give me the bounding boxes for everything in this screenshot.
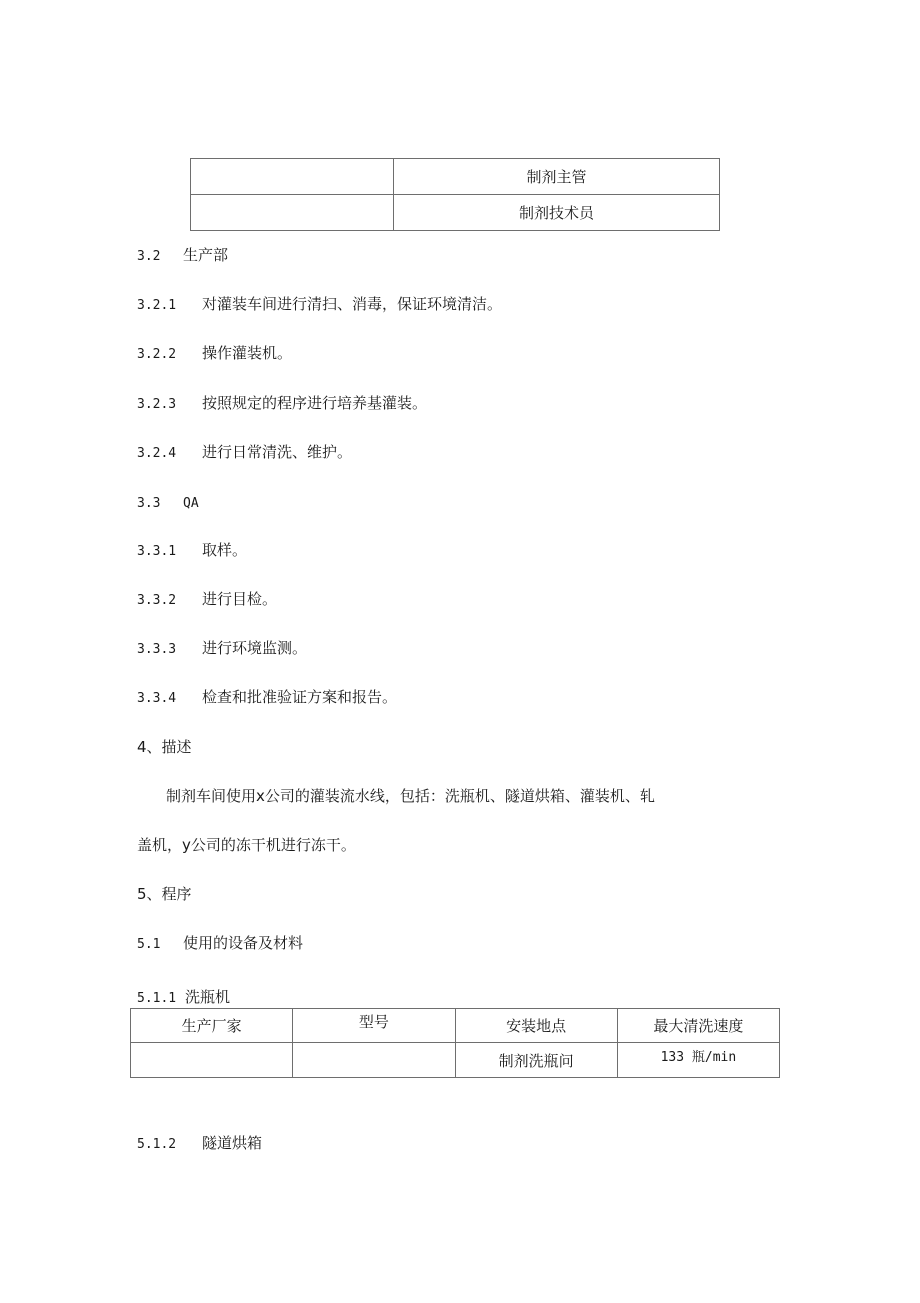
- section-text: 进行环境监测。: [202, 639, 308, 657]
- table-row: [191, 159, 720, 195]
- table-cell: [191, 159, 394, 195]
- section-3-2-1: [137, 294, 502, 316]
- table-cell: [131, 1043, 293, 1078]
- section-3-2-3: [137, 393, 427, 415]
- section-text: 按照规定的程序进行培养基灌装。: [202, 394, 428, 412]
- section-3-3-4: [137, 687, 397, 709]
- table-header-cell: 安装地点: [455, 1009, 617, 1043]
- section-text: 进行目检。: [202, 590, 278, 608]
- section-5-heading: 5、程序: [137, 885, 192, 903]
- section-5-1: [137, 933, 303, 955]
- section-number: 3.3.2: [137, 593, 177, 608]
- section-number: 3.2.1: [137, 298, 177, 313]
- section-number: 5.1: [137, 937, 161, 952]
- section-3-3-3: [137, 638, 307, 660]
- description-paragraph-line-2: 盖机，y公司的冻干机进行冻干。: [137, 836, 356, 854]
- section-5-1-2: [137, 1133, 262, 1155]
- section-text: 检查和批准验证方案和报告。: [202, 688, 398, 706]
- table-row: [131, 1043, 780, 1078]
- section-number: 3.2.2: [137, 347, 177, 362]
- table-row: [191, 195, 720, 231]
- section-title: 生产部: [183, 246, 229, 264]
- section-text: 对灌装车间进行清扫、消毒，保证环境清洁。: [202, 295, 503, 313]
- section-3-2-4: [137, 442, 352, 464]
- section-text: 取样。: [202, 541, 248, 559]
- roles-table: [190, 158, 720, 231]
- table-header-cell: 型号: [293, 1009, 455, 1043]
- table-header-cell: 生产厂家: [131, 1009, 293, 1043]
- section-4-heading: 4、描述: [137, 738, 192, 756]
- section-number: 3.2.4: [137, 446, 177, 461]
- section-number: 3.2.3: [137, 397, 177, 412]
- section-number: 3.3: [137, 496, 161, 511]
- table-cell: [191, 195, 394, 231]
- table-cell: 制剂洗瓶问: [455, 1043, 617, 1078]
- section-number: 3.2: [137, 249, 161, 264]
- section-title: 隧道烘箱: [202, 1134, 263, 1152]
- section-title: 洗瓶机: [185, 988, 231, 1006]
- section-text: 进行日常清洗、维护。: [202, 443, 353, 461]
- section-number: 3.3.1: [137, 544, 177, 559]
- table-header-row: [131, 1009, 780, 1043]
- section-5-1-1: [137, 987, 230, 1009]
- section-number: 3.3.3: [137, 642, 177, 657]
- section-3-2: [137, 245, 228, 267]
- section-number: 5.1.2: [137, 1137, 177, 1152]
- section-3-2-2: [137, 343, 292, 365]
- section-text: 操作灌装机。: [202, 344, 293, 362]
- section-3-3-1: [137, 540, 247, 562]
- table-cell: [293, 1043, 455, 1078]
- bottle-washer-table: [130, 1008, 780, 1078]
- table-cell: 133 瓶/min: [617, 1043, 779, 1078]
- table-cell: 制剂主管: [394, 159, 720, 195]
- section-3-3-2: [137, 589, 277, 611]
- description-paragraph-line-1: 制剂车间使用x公司的灌装流水线，包括：洗瓶机、隧道烘箱、灌装机、轧: [166, 787, 655, 805]
- table-header-cell: 最大清洗速度: [617, 1009, 779, 1043]
- table-cell: 制剂技术员: [394, 195, 720, 231]
- section-number: 3.3.4: [137, 691, 177, 706]
- section-3-3: [137, 492, 199, 514]
- section-title: 使用的设备及材料: [183, 934, 304, 952]
- section-title: QA: [183, 496, 199, 511]
- section-number: 5.1.1: [137, 991, 177, 1006]
